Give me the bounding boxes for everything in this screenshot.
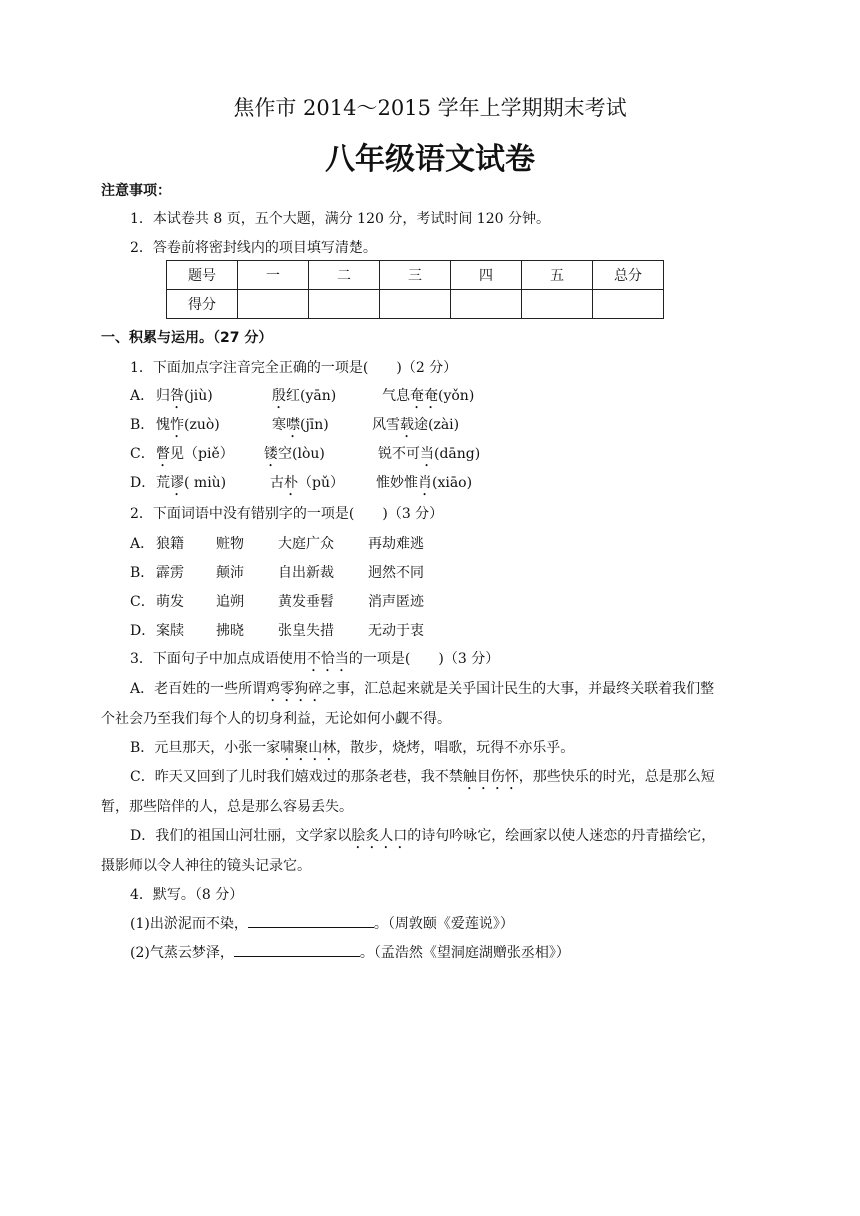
exam-title: 焦作市 2014～2015 学年上学期期末考试 bbox=[233, 96, 627, 120]
word-part: 途(zài) bbox=[414, 417, 460, 433]
dotted-char: 瞥 bbox=[156, 446, 170, 462]
score-input-cell[interactable] bbox=[451, 290, 522, 319]
score-table-header-row bbox=[167, 261, 664, 290]
word-part: 荒 bbox=[156, 475, 170, 491]
q4-line1 bbox=[130, 913, 514, 933]
section1-heading: 一、积累与运用。（27 分） bbox=[101, 330, 273, 346]
q3-option-c-line1 bbox=[130, 766, 715, 793]
word-part: 红(yān) bbox=[286, 388, 337, 404]
q3-option-a-line1 bbox=[130, 678, 714, 705]
dotted-idiom: 鸡零狗碎 bbox=[266, 681, 323, 697]
word-part: 见（piě） bbox=[170, 446, 234, 462]
q3-stem bbox=[130, 648, 499, 675]
dotted-char: 肖 bbox=[418, 475, 432, 491]
score-input-cell[interactable] bbox=[593, 290, 664, 319]
dotted-char: 载 bbox=[400, 417, 414, 433]
dotted-text: 不恰当 bbox=[306, 651, 349, 667]
exam-subtitle: 八年级语文试卷 bbox=[325, 142, 535, 177]
dotted-char: 殷 bbox=[272, 388, 286, 404]
word: 张皇失措 bbox=[278, 623, 334, 639]
word-part: 归 bbox=[156, 388, 170, 404]
word-part: (xiāo) bbox=[432, 475, 473, 491]
word-part: 愧 bbox=[156, 417, 170, 433]
option-letter: C． bbox=[130, 594, 155, 610]
text: 之事，汇总起来就是关乎国计民生的大事，并最终关联着我们整 bbox=[322, 681, 715, 697]
word: 狼籍 bbox=[156, 536, 184, 552]
word: 迥然不同 bbox=[368, 565, 424, 581]
notes-heading: 注意事项： bbox=[101, 183, 171, 199]
word-part: (dāng) bbox=[434, 446, 481, 462]
text: A．老百姓的一些所谓 bbox=[130, 681, 267, 697]
score-table-score-row bbox=[167, 290, 664, 319]
word: 萌发 bbox=[156, 594, 184, 610]
q1-stem: 1．下面加点字注音完全正确的一项是( )（2 分） bbox=[130, 360, 458, 376]
dotted-char: 当 bbox=[420, 446, 434, 462]
q4-line2 bbox=[130, 942, 570, 962]
score-cell: 题号 bbox=[167, 261, 238, 290]
notes-item-1: 1．本试卷共 8 页，五个大题，满分 120 分，考试时间 120 分钟。 bbox=[130, 211, 550, 227]
option-letter: A． bbox=[130, 536, 155, 552]
word: 无动于衷 bbox=[368, 623, 424, 639]
word-part: (jīn) bbox=[300, 417, 329, 433]
text: (2)气蒸云梦泽， bbox=[130, 945, 234, 961]
dotted-char: 谬 bbox=[170, 475, 184, 491]
option-letter: B． bbox=[130, 417, 155, 433]
word-part: 寒 bbox=[272, 417, 286, 433]
dotted-idiom: 啸聚山林 bbox=[280, 740, 337, 756]
q3-option-d-line1 bbox=[130, 825, 715, 852]
score-input-cell[interactable] bbox=[238, 290, 309, 319]
word-part: ( miù) bbox=[184, 475, 227, 491]
word-part: 惟妙惟 bbox=[376, 475, 418, 491]
word-part: 气息 bbox=[382, 388, 410, 404]
dotted-char: 朴 bbox=[284, 475, 298, 491]
dotted-char: 咎 bbox=[170, 388, 184, 404]
word: 拂晓 bbox=[216, 623, 244, 639]
dotted-char: 怍 bbox=[170, 417, 184, 433]
score-input-cell[interactable] bbox=[309, 290, 380, 319]
score-cell: 四 bbox=[451, 261, 522, 290]
dotted-idiom: 触目伤怀 bbox=[462, 769, 519, 785]
score-cell: 三 bbox=[380, 261, 451, 290]
text: 的一项是( )（3 分） bbox=[348, 651, 500, 667]
word-part: 锐不可 bbox=[378, 446, 420, 462]
word: 黄发垂髫 bbox=[278, 594, 334, 610]
dotted-char: 奄奄 bbox=[410, 388, 438, 404]
word: 自出新裁 bbox=[278, 565, 334, 581]
dotted-char: 噤 bbox=[286, 417, 300, 433]
text: 。（周敦颐《爱莲说》） bbox=[373, 916, 514, 932]
word-part: (jiù) bbox=[184, 388, 213, 404]
score-cell: 五 bbox=[522, 261, 593, 290]
q3-option-a-line2: 个社会乃至我们每个人的切身利益，无论如何小觑不得。 bbox=[101, 711, 451, 727]
word: 大庭广众 bbox=[278, 536, 334, 552]
word: 消声匿迹 bbox=[368, 594, 424, 610]
q2-stem: 2．下面词语中没有错别字的一项是( )（3 分） bbox=[130, 506, 444, 522]
score-input-cell[interactable] bbox=[522, 290, 593, 319]
text: 的诗句吟咏它，绘画家以使人迷恋的丹青描绘它， bbox=[407, 828, 716, 844]
option-letter: C． bbox=[130, 446, 155, 462]
q3-option-b bbox=[130, 737, 574, 764]
text: ，那些快乐的时光，总是那么短 bbox=[518, 769, 715, 785]
score-table bbox=[166, 260, 664, 319]
dotted-char: 镂 bbox=[264, 446, 278, 462]
answer-blank[interactable] bbox=[234, 942, 360, 957]
text: 。（孟浩然《望洞庭湖赠张丞相》） bbox=[359, 945, 570, 961]
text: ，散步，烧烤，唱歌，玩得不亦乐乎。 bbox=[336, 740, 575, 756]
word-part: (zuò) bbox=[184, 417, 220, 433]
option-letter: B． bbox=[130, 565, 155, 581]
word: 再劫难逃 bbox=[368, 536, 424, 552]
word: 颠沛 bbox=[216, 565, 244, 581]
score-cell: 总分 bbox=[593, 261, 664, 290]
word: 案牍 bbox=[156, 623, 184, 639]
q3-option-d-line2: 摄影师以令人神往的镜头记录它。 bbox=[101, 858, 311, 874]
dotted-idiom: 脍炙人口 bbox=[351, 828, 408, 844]
q4-stem: 4．默写。（8 分） bbox=[130, 887, 244, 903]
score-cell-label: 得分 bbox=[167, 290, 238, 319]
option-letter: D． bbox=[130, 623, 156, 639]
score-cell: 二 bbox=[309, 261, 380, 290]
word-part: (yǒn) bbox=[438, 388, 475, 404]
answer-blank[interactable] bbox=[248, 913, 374, 928]
text: D．我们的祖国山河壮丽，文学家以 bbox=[130, 828, 352, 844]
q3-option-c-line2: 暂，那些陪伴的人，总是那么容易丢失。 bbox=[101, 799, 353, 815]
word-part: 古 bbox=[270, 475, 284, 491]
option-letter: D． bbox=[130, 475, 156, 491]
text: B．元旦那天，小张一家 bbox=[130, 740, 281, 756]
text: 3．下面句子中加点成语使用 bbox=[130, 651, 307, 667]
score-input-cell[interactable] bbox=[380, 290, 451, 319]
word-part: 空(lòu) bbox=[278, 446, 325, 462]
word-part: （pǔ） bbox=[298, 475, 344, 491]
word: 霹雳 bbox=[156, 565, 184, 581]
text: C．昨天又回到了儿时我们嬉戏过的那条老巷，我不禁 bbox=[130, 769, 463, 785]
word: 追朔 bbox=[216, 594, 244, 610]
word-part: 风雪 bbox=[372, 417, 400, 433]
option-letter: A． bbox=[130, 388, 155, 404]
text: (1)出淤泥而不染， bbox=[130, 916, 248, 932]
score-cell: 一 bbox=[238, 261, 309, 290]
notes-item-2: 2．答卷前将密封线内的项目填写清楚。 bbox=[130, 240, 377, 256]
word: 赃物 bbox=[216, 536, 244, 552]
